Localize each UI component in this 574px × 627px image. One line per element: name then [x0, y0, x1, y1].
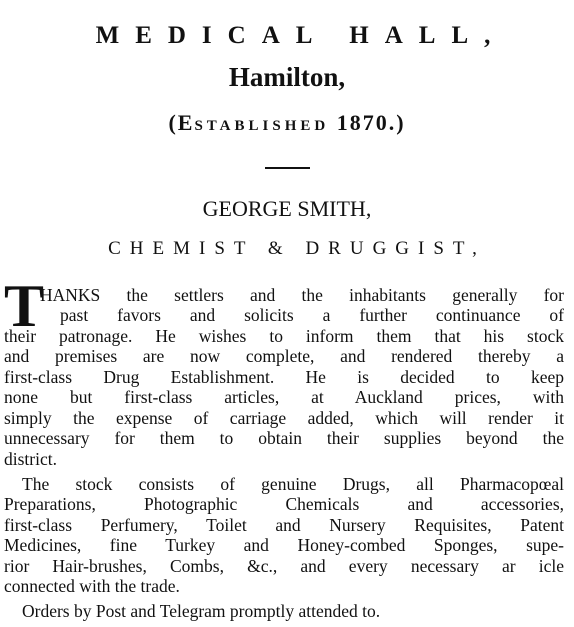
- para2-line-6: connected with the trade.: [4, 576, 180, 596]
- para2-line-3: first-class Perfumery, Toilet and Nursery Requisites, Patent: [4, 515, 564, 535]
- para1-line-7: simply the expense of carriage added, which will render it: [4, 408, 564, 428]
- heading-medical-hall: MEDICAL HALL,: [95, 22, 507, 49]
- established-year: 1870.): [329, 110, 406, 135]
- para2-line-1: The stock consists of genuine Drugs, all Pharmacopœal: [22, 474, 564, 494]
- para1-line-8: unnecessary for them to obtain their supplies beyond the: [4, 428, 564, 448]
- para1-line-4: and premises are now complete, and rendered thereby a: [4, 346, 564, 366]
- para3-line: Orders by Post and Telegram promptly attended to.: [22, 601, 381, 621]
- established-word: STABLISHED: [194, 118, 330, 134]
- para2-line-4: Medicines, fine Turkey and Honey-combed Sponges, supe-: [4, 535, 564, 555]
- established-line: [0, 110, 574, 136]
- drop-cap: T: [4, 273, 45, 339]
- established-open: (E: [168, 110, 195, 135]
- para1-line-9: district.: [4, 449, 57, 469]
- para2-line-2: Preparations, Photographic Chemicals and accessories,: [4, 494, 564, 514]
- heading-location: Hamilton,: [228, 62, 346, 92]
- para1-line-2: past favors and solicits a further continuance of: [60, 305, 564, 325]
- proprietor-name: GEORGE SMITH,: [202, 196, 372, 221]
- divider-rule: [265, 167, 310, 169]
- para1-line-5: first-class Drug Establishment. He is decided to keep: [4, 367, 564, 387]
- proprietor-trade: CHEMIST & DRUGGIST,: [108, 238, 486, 259]
- para1-line-1: HANKS the settlers and the inhabitants generally for: [40, 285, 564, 305]
- para2-line-5: rior Hair-brushes, Combs, &c., and every necessary ar icle: [4, 556, 564, 576]
- para1-line-6: none but first-class articles, at Auckland prices, with: [4, 387, 564, 407]
- para1-line-3: their patronage. He wishes to inform them that his stock: [4, 326, 564, 346]
